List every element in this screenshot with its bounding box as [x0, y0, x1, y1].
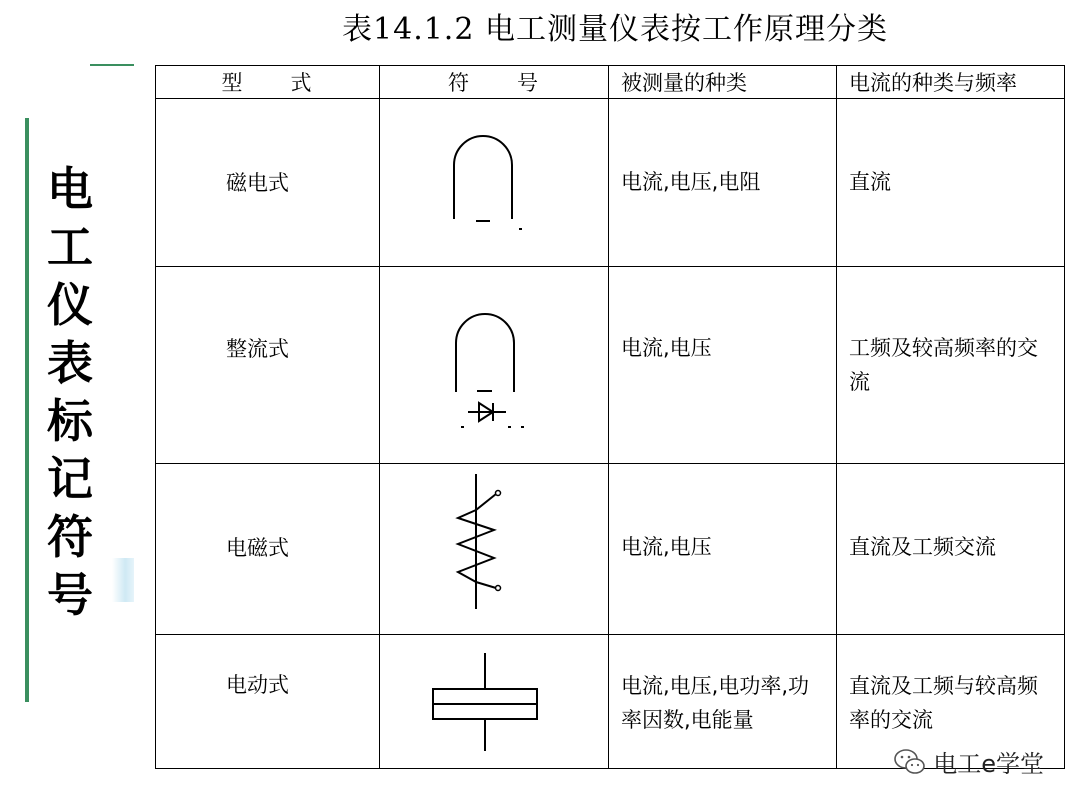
side-title-char: 表 — [47, 336, 93, 390]
header-symbol: 符 号 — [380, 66, 609, 99]
side-title-char: 号 — [47, 568, 93, 622]
wechat-icon — [893, 747, 927, 777]
decorative-gradient-block — [112, 558, 134, 602]
current-text: 工频及较高频率的交流 — [849, 336, 1038, 394]
symbol-cell — [380, 267, 609, 464]
current-cell — [837, 99, 1065, 267]
side-title-char: 工 — [47, 220, 93, 274]
electrodynamic-symbol-icon — [380, 635, 609, 767]
top-accent-rule — [90, 64, 134, 66]
current-cell — [837, 267, 1065, 464]
type-label: 磁电式 — [226, 171, 289, 195]
watermark-text: 电工e学堂 — [933, 750, 1044, 778]
symbol-cell — [380, 635, 609, 769]
table-row — [156, 267, 1065, 464]
measured-text: 电流,电压 — [621, 535, 712, 559]
current-text: 直流及工频与较高频率的交流 — [849, 674, 1038, 732]
current-text: 直流 — [849, 170, 891, 194]
type-cell — [156, 99, 380, 267]
rectifier-symbol-icon — [380, 267, 609, 462]
measured-text: 电流,电压,电阻 — [621, 170, 761, 194]
electromagnetic-symbol-icon — [380, 464, 609, 633]
page-title: 表14.1.2 电工测量仪表按工作原理分类 — [342, 12, 888, 47]
measured-text: 电流,电压,电功率,功率因数,电能量 — [621, 674, 810, 732]
side-title-char: 符 — [47, 510, 93, 564]
type-cell — [156, 267, 380, 464]
side-title-char: 电 — [47, 162, 93, 216]
watermark — [893, 744, 1044, 779]
type-label: 整流式 — [226, 337, 289, 361]
side-accent-bar — [25, 118, 29, 702]
type-label: 电动式 — [226, 673, 289, 697]
table-header-row — [156, 66, 1065, 99]
side-title — [42, 160, 98, 624]
measured-cell — [609, 267, 837, 464]
table-row — [156, 99, 1065, 267]
type-label: 电磁式 — [226, 536, 289, 560]
magnetoelectric-symbol-icon — [380, 99, 609, 265]
header-measured: 被测量的种类 — [609, 66, 837, 99]
symbol-cell — [380, 464, 609, 635]
current-cell — [837, 464, 1065, 635]
measured-cell — [609, 464, 837, 635]
header-type: 型 式 — [156, 66, 380, 99]
measured-cell — [609, 635, 837, 769]
classification-table — [155, 65, 1065, 769]
side-title-char: 记 — [47, 452, 93, 506]
measured-text: 电流,电压 — [621, 336, 712, 360]
measured-cell — [609, 99, 837, 267]
current-text: 直流及工频交流 — [849, 535, 996, 559]
side-title-char: 仪 — [47, 278, 93, 332]
type-cell — [156, 635, 380, 769]
side-title-char: 标 — [47, 394, 93, 448]
table-row — [156, 464, 1065, 635]
type-cell — [156, 464, 380, 635]
symbol-cell — [380, 99, 609, 267]
header-current: 电流的种类与频率 — [837, 66, 1065, 99]
